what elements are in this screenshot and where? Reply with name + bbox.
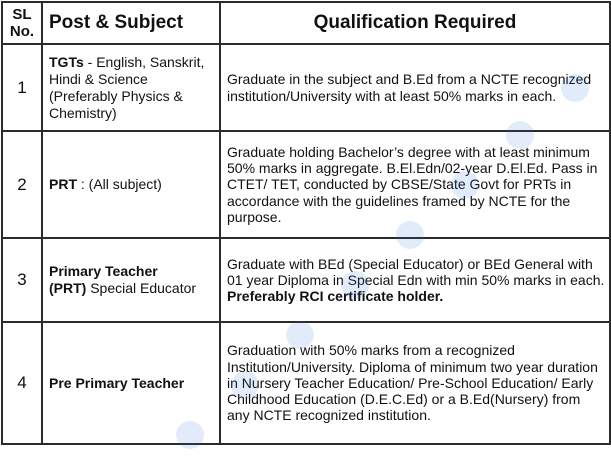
post-title: TGTs <box>49 53 84 70</box>
row-post <box>42 322 220 444</box>
header-qualification: Qualification Required <box>220 2 610 44</box>
header-post-subject: Post & Subject <box>42 2 220 44</box>
header-row <box>2 2 610 44</box>
post-title: PRT <box>49 176 77 192</box>
post-title: Primary Teacher <box>49 263 158 279</box>
table-row <box>2 322 610 444</box>
header-sl-no <box>2 2 42 44</box>
qualification-note: Preferably RCI certificate holder. <box>227 288 444 305</box>
post-detail: : (All subject) <box>77 176 162 192</box>
row-qualification: Graduate holding Bachelor’s degree with at least minimum 50% marks in aggregate. B.El.Edn/02-year D.El.Ed. Pass in CTET/ TET, conducted by CBSE/State Govt for PRTs in accordance with the guidelines framed by NCTE for the purpose. <box>220 131 610 238</box>
row-post <box>42 44 220 131</box>
row-number: 3 <box>2 238 42 322</box>
row-post <box>42 238 220 322</box>
row-post <box>42 131 220 238</box>
row-qualification: Graduate in the subject and B.Ed from a NCTE recognized institution/University with at least 50% marks in each. <box>220 44 610 131</box>
table-row <box>2 44 610 131</box>
row-number: 4 <box>2 322 42 444</box>
qualification-text: Graduate with BEd (Special Educator) or BEd General with 01 year Diploma in Special Edn with min 50% marks in each. <box>227 255 605 288</box>
post-title-suffix: (PRT) <box>49 280 87 296</box>
table-row <box>2 131 610 238</box>
table-row <box>2 238 610 322</box>
row-number: 2 <box>2 131 42 238</box>
qualification-table <box>1 1 611 445</box>
row-qualification: Graduation with 50% marks from a recognized Institution/University. Diploma of minimum two year duration in Nursery Teacher Education/ Pre-School Education/ Early Childhood Education (D.E.C.Ed) or a B.Ed(Nursery) from any NCTE recognized institution. <box>220 322 610 444</box>
post-detail: Special Educator <box>86 280 197 296</box>
row-number: 1 <box>2 44 42 131</box>
header-sl-line2: No. <box>9 23 35 40</box>
post-title: Pre Primary Teacher <box>49 374 185 391</box>
header-sl-line1: SL <box>12 6 32 23</box>
post-detail: - English, Sanskrit, Hindi & Science (Preferably Physics & Chemistry) <box>49 53 205 121</box>
row-qualification <box>220 238 610 322</box>
